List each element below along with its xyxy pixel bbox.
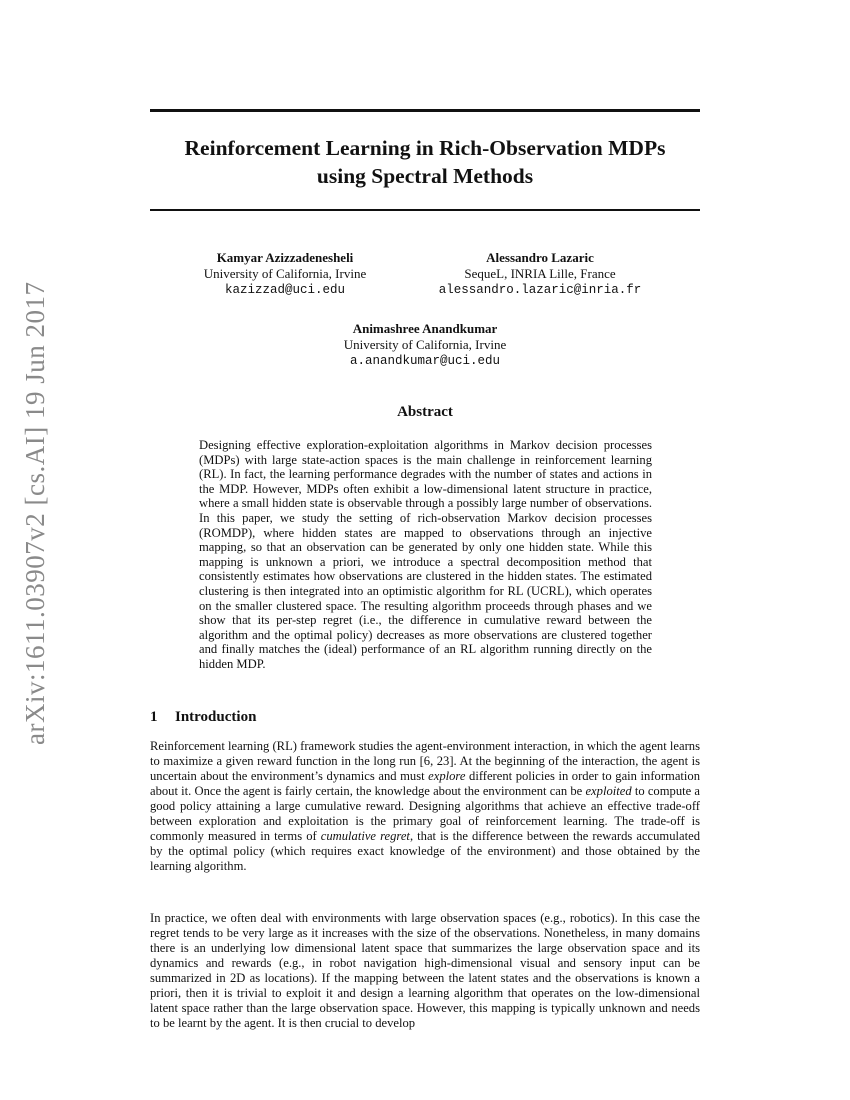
title-bottom-rule bbox=[150, 209, 700, 211]
author-affiliation: SequeL, INRIA Lille, France bbox=[464, 266, 616, 281]
author-affiliation: University of California, Irvine bbox=[203, 266, 367, 281]
paragraph-text: to compute a good policy attaining a large cumulative reward. Designing algorithms that achieve an effective trade-off between exploration and exploitation is the primary goal of reinforcement learning. The trade-off is commonly measured in terms of bbox=[150, 784, 700, 843]
paragraph-text: , that is the difference between the rewards accumulated by the optimal policy (which requires exact knowledge of the environment) and those obtained by the learning algorithm. bbox=[150, 829, 700, 873]
emphasis-explore: explore bbox=[428, 769, 466, 783]
paragraph-text: Reinforcement learning (RL) framework studies the agent-environment interaction, in which the agent learns to maximize a given reward function in the long run [6, 23]. At the beginning of the interaction, the agent is uncertain about the environment’s dynamics and must bbox=[150, 739, 700, 783]
abstract-text: Designing effective exploration-exploitation algorithms in Markov decision processes (MDPs) with large state-action spaces is the main challenge in reinforcement learning (RL). In fact, the learning performance degrades with the number of states and actions in the MDP. However, MDPs often exhibit a low-dimensional latent structure in practice, where a small hidden state is observable through a possibly large number of observations. In this paper, we study the setting of rich-observation Markov decision processes (ROMDP), where hidden states are mapped to observations through an injective mapping, so that an observation can be generated by only one hidden state. While this mapping is unknown a priori, we introduce a spectral decomposition method that consistently estimates how observations are clustered in the hidden states. The estimated clustering is then integrated into an optimistic algorithm for RL (UCRL), which operates on the smaller clustered space. The resulting algorithm proceeds through phases and we show that its per-step regret (i.e., the difference in cumulative reward between the algorithm and the optimal policy) decreases as more observations are clustered together and finally matches the (ideal) performance of an RL algorithm running directly on the hidden MDP. bbox=[199, 438, 652, 671]
emphasis-cumulative-regret: cumulative regret bbox=[320, 829, 410, 843]
author-name: Animashree Anandkumar bbox=[352, 321, 498, 336]
paragraph-text: different policies in order to gain information about it. Once the agent is fairly certain, the knowledge about the environment can be bbox=[150, 769, 700, 798]
author-affiliation: University of California, Irvine bbox=[343, 337, 507, 352]
author-block-3 bbox=[300, 321, 550, 369]
abstract-heading: Abstract bbox=[397, 404, 453, 420]
author-name: Kamyar Azizzadenesheli bbox=[216, 250, 354, 265]
paper-title bbox=[150, 134, 700, 190]
author-block-1 bbox=[180, 250, 390, 298]
section-number: 1 bbox=[150, 709, 158, 725]
arxiv-stamp: arXiv:1611.03907v2 [cs.AI] 19 Jun 2017 bbox=[20, 281, 50, 745]
intro-paragraph-1 bbox=[150, 739, 700, 874]
title-line-1: Reinforcement Learning in Rich-Observation MDPs bbox=[184, 136, 666, 160]
title-line-2: using Spectral Methods bbox=[316, 164, 534, 188]
author-email[interactable]: a.anandkumar@uci.edu bbox=[349, 354, 501, 368]
author-block-2 bbox=[415, 250, 665, 298]
author-email[interactable]: alessandro.lazaric@inria.fr bbox=[438, 283, 642, 297]
section-heading bbox=[150, 709, 256, 726]
author-email[interactable]: kazizzad@uci.edu bbox=[224, 283, 346, 297]
section-title: Introduction bbox=[175, 709, 257, 725]
intro-paragraph-2: In practice, we often deal with environments with large observation spaces (e.g., robotics). In this case the regret tends to be very large as it increases with the size of the observations. Nonetheless, in many domains there is an underlying low dimensional latent space that summarizes the large observation space and its dynamics and rewards (e.g., in robot navigation high-dimensional visual and sensory input can be summarized in 2D as locations). If the mapping between the latent states and the observations is known a priori, then it is trivial to exploit it and design a learning algorithm that operates on the low-dimensional latent space rather than the large observation space. However, this mapping is typically unknown and needs to be learnt by the agent. It is then crucial to develop bbox=[150, 911, 700, 1030]
emphasis-exploited: exploited bbox=[585, 784, 632, 798]
author-name: Alessandro Lazaric bbox=[486, 250, 594, 265]
title-top-rule bbox=[150, 109, 700, 112]
